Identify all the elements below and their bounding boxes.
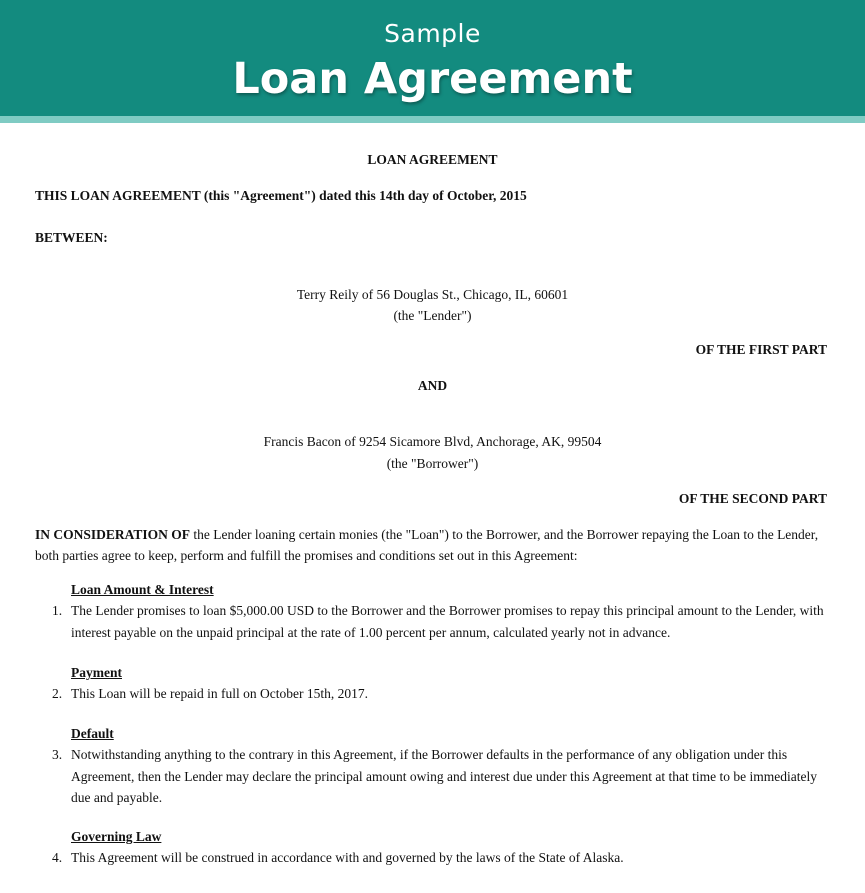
lender-line: Terry Reily of 56 Douglas St., Chicago, IL, 60601 (296, 287, 569, 302)
first-part-label: OF THE FIRST PART (695, 342, 827, 357)
header-banner (0, 0, 865, 116)
section-number: 1. (52, 603, 63, 618)
section-number: 4. (52, 850, 63, 865)
consideration-paragraph (35, 524, 830, 566)
section-heading-default: Default (71, 726, 114, 741)
section-number: 3. (52, 747, 63, 762)
banner-subtitle: Sample (384, 19, 481, 48)
second-part-label: OF THE SECOND PART (678, 491, 827, 506)
borrower-line: Francis Bacon of 9254 Sicamore Blvd, Anchorage, AK, 99504 (263, 434, 602, 449)
lender-role: (the "Lender") (393, 308, 472, 323)
section-heading-loan-amount: Loan Amount & Interest (71, 582, 214, 597)
and-label: AND (417, 378, 448, 393)
consideration-lead: IN CONSIDERATION OF (35, 527, 191, 542)
section-text-loan-amount: The Lender promises to loan $5,000.00 USD to the Borrower and the Borrower promises to repay this principal amount to the Lender, with interest payable on the unpaid principal at the rate of 1.00 percent per annum, calculated yearly not in advance. (71, 603, 824, 640)
banner-title: Loan Agreement (232, 54, 633, 104)
section-text-default: Notwithstanding anything to the contrary in this Agreement, if the Borrower defaults in the performance of any obligation under this Agreement, then the Lender may declare the principal amount owing and interest due under this Agreement at that time to be immediately due and payable. (71, 747, 818, 805)
banner-divider (0, 116, 865, 123)
section-heading-governing-law: Governing Law (71, 829, 162, 844)
document-heading: LOAN AGREEMENT (367, 152, 498, 167)
section-text-payment: This Loan will be repaid in full on October 15th, 2017. (71, 686, 368, 701)
section-heading-payment: Payment (71, 665, 122, 680)
intro-line: THIS LOAN AGREEMENT (this "Agreement") dated this 14th day of October, 2015 (35, 188, 527, 203)
document-body (0, 123, 865, 893)
consideration-text: the Lender loaning certain monies (the "Loan") to the Borrower, and the Borrower repaying the Loan to the Lender, both parties agree to keep, perform and fulfill the promises and conditions set out in this Agreement: (35, 527, 819, 563)
between-label: BETWEEN: (35, 230, 108, 245)
section-text-governing-law: This Agreement will be construed in accordance with and governed by the laws of the State of Alaska. (71, 850, 624, 865)
borrower-role: (the "Borrower") (386, 456, 479, 471)
section-number: 2. (52, 686, 63, 701)
